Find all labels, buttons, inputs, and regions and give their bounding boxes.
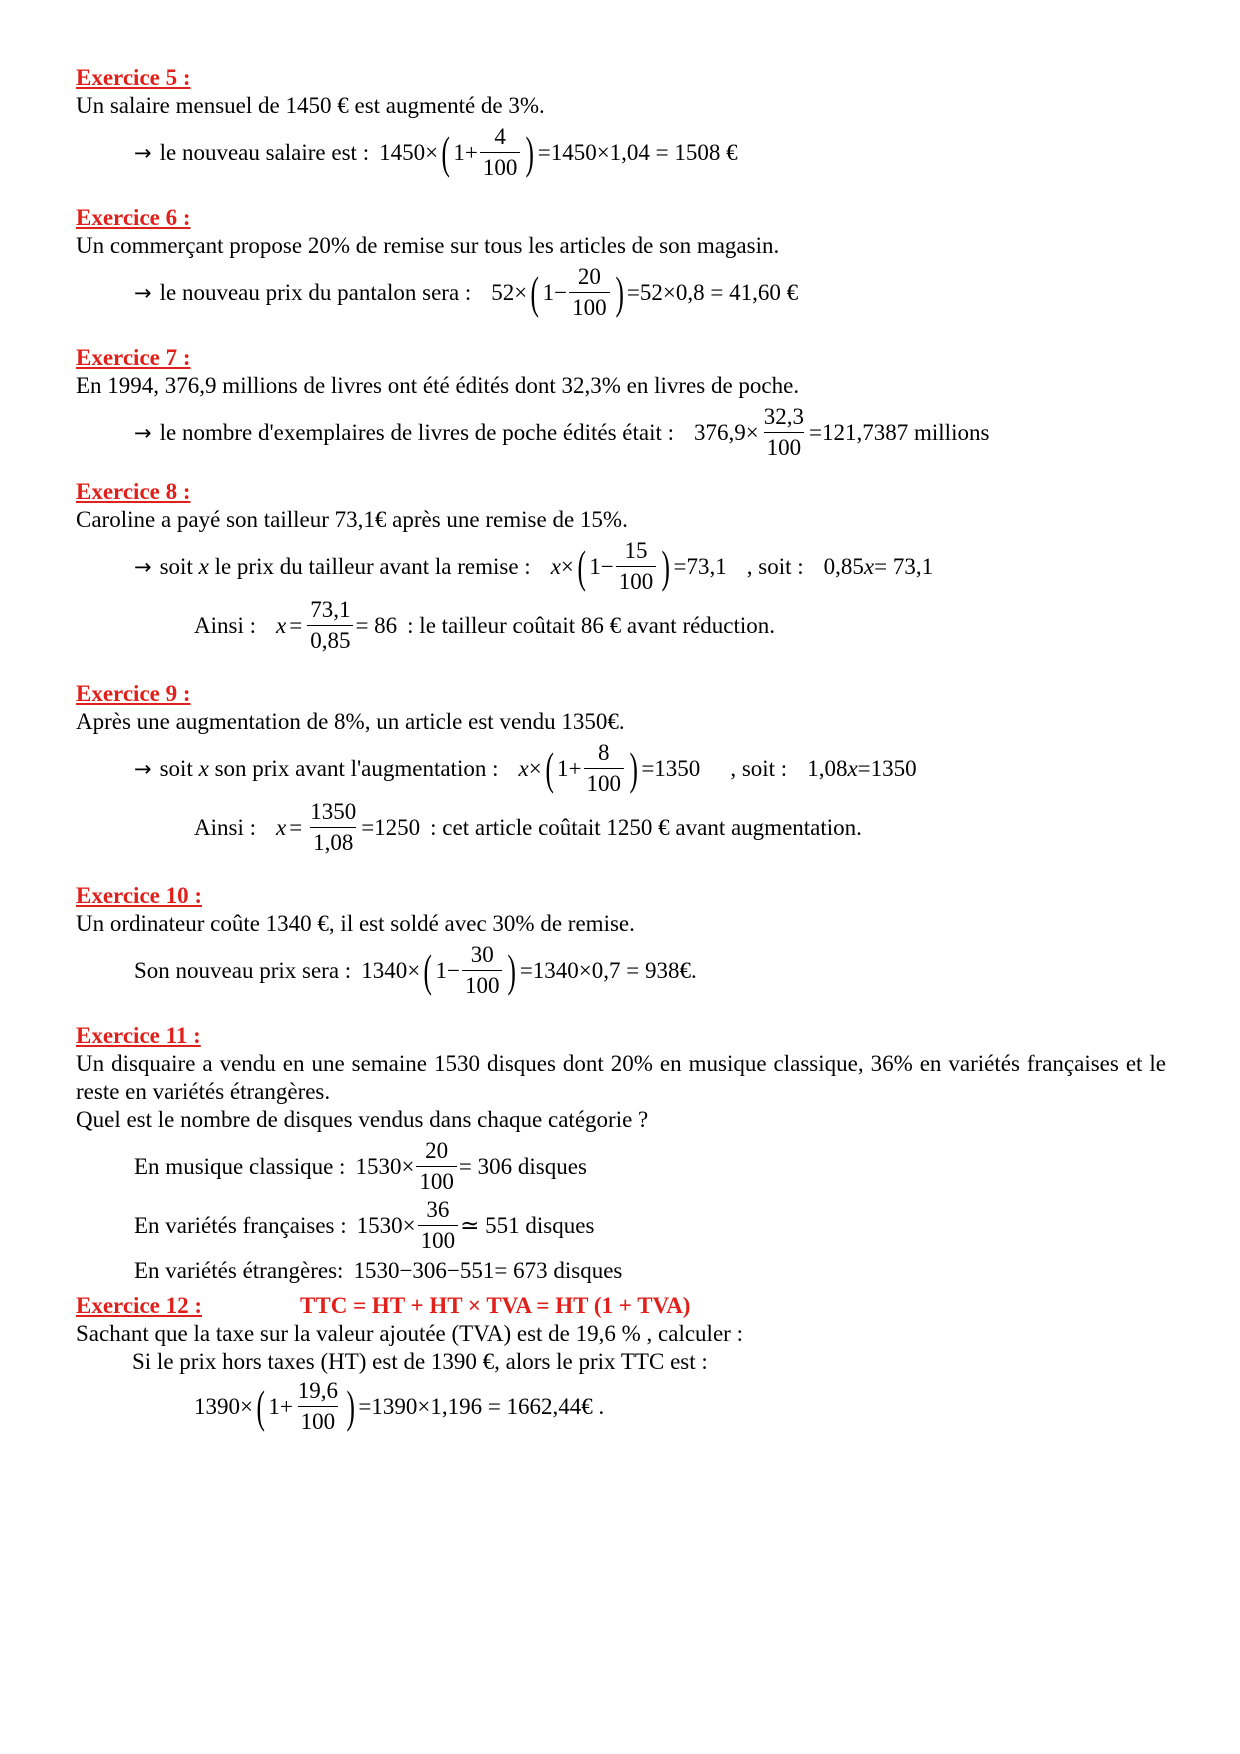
tva-formula: TTC = HT + HT × TVA = HT (1 + TVA) xyxy=(300,1293,691,1318)
numerator: 36 xyxy=(426,1197,450,1222)
exercise-title: Exercice 11 : xyxy=(76,1023,201,1048)
conclusion-text: : le tailleur coûtait 86 € avant réduction. xyxy=(407,612,776,638)
variable-x: x xyxy=(863,553,875,579)
soit-text: , soit : xyxy=(746,553,804,579)
equation-result: =1350 xyxy=(857,755,917,781)
numerator: 20 xyxy=(577,264,601,289)
denominator: 100 xyxy=(416,1166,457,1197)
factor: 1530× xyxy=(355,1153,415,1179)
result: =1340×0,7 = 938€. xyxy=(519,957,697,983)
fraction xyxy=(307,797,359,858)
numerator: 73,1 xyxy=(310,597,351,622)
solution-line xyxy=(76,262,1166,323)
factor: × xyxy=(560,553,574,579)
denominator: 100 xyxy=(418,1225,459,1256)
factor: 1450× xyxy=(379,139,439,165)
factor: 52× xyxy=(491,279,528,305)
soit-text: , soit : xyxy=(730,755,788,781)
fraction xyxy=(462,940,503,1001)
exercise-title: Exercice 7 : xyxy=(76,345,191,370)
solution-line xyxy=(76,940,1166,1001)
term: 1− xyxy=(542,279,568,305)
variable-x: x xyxy=(275,612,287,638)
statement: Un commerçant propose 20% de remise sur tous les articles de son magasin. xyxy=(76,233,780,258)
exercise-6 xyxy=(76,204,1166,344)
statement: Sachant que la taxe sur la valeur ajoutée (TVA) est de 19,6 % , calculer : xyxy=(76,1321,743,1346)
answer-label: En variétés françaises : xyxy=(134,1212,347,1238)
statement: Un ordinateur coûte 1340 €, il est soldé avec 30% de remise. xyxy=(76,911,635,936)
solution-text: son prix avant l'augmentation : xyxy=(214,755,499,781)
conclusion-text: : cet article coûtait 1250 € avant augmentation. xyxy=(430,814,862,840)
exercise-title: Exercice 8 : xyxy=(76,479,191,504)
fraction xyxy=(307,595,353,656)
statement: Après une augmentation de 8%, un article est vendu 1350€. xyxy=(76,709,625,734)
variable-x: x xyxy=(275,814,287,840)
ainsi-text: Ainsi : xyxy=(194,814,256,840)
exercise-12 xyxy=(76,1292,1166,1437)
exercise-11 xyxy=(76,1022,1166,1292)
arrow-icon: → xyxy=(134,140,152,165)
denominator: 0,85 xyxy=(307,625,353,656)
numerator: 15 xyxy=(624,538,648,563)
equation: 0,85 xyxy=(823,553,864,579)
variable-x: x xyxy=(518,755,529,781)
left-paren: ( xyxy=(530,266,540,318)
solution-text: le nombre d'exemplaires de livres de poche édités était : xyxy=(159,419,675,445)
statement: Un disquaire a vendu en une semaine 1530 disques dont 20% en musique classique, 36% en variétés françaises et le reste en variétés étrangères. xyxy=(76,1051,1166,1104)
right-paren: ) xyxy=(525,126,535,178)
left-paren: ( xyxy=(577,540,586,592)
arrow-icon: → xyxy=(134,280,152,305)
right-paren: ) xyxy=(507,944,517,996)
result: 1530−306−551= 673 disques xyxy=(353,1258,623,1283)
fraction xyxy=(416,1136,457,1197)
question: Quel est le nombre de disques vendus dans chaque catégorie ? xyxy=(76,1107,649,1132)
term: 1− xyxy=(589,553,614,579)
exercise-7 xyxy=(76,344,1166,478)
answer-line-classique xyxy=(76,1136,1166,1197)
equals: = xyxy=(289,814,303,840)
denominator: 100 xyxy=(764,432,805,463)
result: =1390×1,196 = 1662,44€ . xyxy=(358,1393,605,1419)
variable-x: x xyxy=(198,553,209,579)
result: =52×0,8 = 41,60 € xyxy=(626,279,799,305)
fraction xyxy=(569,262,610,323)
fraction xyxy=(584,738,625,799)
solution-text: soit xyxy=(159,553,193,579)
numerator: 8 xyxy=(598,740,610,765)
exercise-title: Exercice 5 : xyxy=(76,65,191,90)
solution-line xyxy=(76,402,1166,463)
exercise-title: Exercice 9 : xyxy=(76,681,191,706)
result: =121,7387 millions xyxy=(809,419,990,445)
solution-line xyxy=(76,738,1166,799)
arrow-icon: → xyxy=(134,554,152,579)
solution-line xyxy=(76,122,1166,183)
denominator: 100 xyxy=(462,970,503,1001)
solution-text: le nouveau prix du pantalon sera : xyxy=(159,279,472,305)
left-paren: ( xyxy=(441,126,450,178)
term: 1+ xyxy=(557,755,582,781)
factor: 1530× xyxy=(356,1212,416,1238)
denominator: 100 xyxy=(616,566,657,597)
fraction xyxy=(295,1376,341,1437)
term: 1− xyxy=(435,957,460,983)
numerator: 32,3 xyxy=(763,404,805,429)
fraction xyxy=(418,1195,459,1256)
numerator: 19,6 xyxy=(297,1378,339,1403)
exercise-9 xyxy=(76,680,1166,882)
left-paren: ( xyxy=(256,1380,265,1432)
numerator: 4 xyxy=(494,124,506,149)
denominator: 100 xyxy=(584,768,625,799)
term: 1+ xyxy=(268,1393,293,1419)
exercise-10 xyxy=(76,882,1166,1022)
solution-text: Son nouveau prix sera : xyxy=(134,957,352,983)
page xyxy=(76,64,1166,1437)
left-paren: ( xyxy=(545,742,554,794)
variable-x: x xyxy=(847,755,858,781)
factor: × xyxy=(528,755,542,781)
ainsi-text: Ainsi : xyxy=(194,612,256,638)
exercise-title: Exercice 6 : xyxy=(76,205,191,230)
numerator: 30 xyxy=(470,942,494,967)
exercise-title: Exercice 10 : xyxy=(76,883,203,908)
factor: 1390× xyxy=(194,1393,253,1419)
solution-line xyxy=(76,1376,1166,1437)
fraction xyxy=(616,536,657,597)
result: =1450×1,04 = 1508 € xyxy=(537,139,738,165)
arrow-icon: → xyxy=(134,756,152,781)
solution-text: le nouveau salaire est : xyxy=(159,139,370,165)
equals: = xyxy=(289,612,303,638)
equation-result: = 73,1 xyxy=(874,553,934,579)
fraction xyxy=(480,122,521,183)
numerator: 20 xyxy=(425,1138,449,1163)
variable-x: x xyxy=(550,553,561,579)
answer-line-francaises xyxy=(76,1195,1166,1256)
exercise-8 xyxy=(76,478,1166,680)
factor: 1340× xyxy=(361,957,421,983)
solution-line xyxy=(76,536,1166,597)
factor: 376,9× xyxy=(694,419,759,445)
right-paren: ) xyxy=(629,742,638,794)
statement: Caroline a payé son tailleur 73,1€ après une remise de 15%. xyxy=(76,507,628,532)
result: =1250 xyxy=(361,814,421,840)
solution-text: le prix du tailleur avant la remise : xyxy=(214,553,531,579)
denominator: 1,08 xyxy=(310,827,356,858)
answer-label: En variétés étrangères: xyxy=(134,1258,344,1283)
title-row xyxy=(76,1292,1166,1320)
right-paren: ) xyxy=(615,266,624,318)
solution-text: soit xyxy=(159,755,193,781)
denominator: 100 xyxy=(298,1406,339,1437)
equation: 1,08 xyxy=(807,755,848,781)
result: ≃ 551 disques xyxy=(460,1212,595,1238)
exercise-5 xyxy=(76,64,1166,204)
fraction xyxy=(761,402,807,463)
instruction: Si le prix hors taxes (HT) est de 1390 €, alors le prix TTC est : xyxy=(132,1349,708,1374)
denominator: 100 xyxy=(480,152,521,183)
exercise-title: Exercice 12 : xyxy=(76,1293,203,1318)
left-paren: ( xyxy=(423,944,433,996)
term: 1+ xyxy=(453,139,478,165)
answer-line-etrangeres xyxy=(76,1258,1166,1284)
numerator: 1350 xyxy=(310,799,357,824)
result: =1350 xyxy=(641,755,701,781)
answer-label: En musique classique : xyxy=(134,1153,346,1179)
conclusion-line xyxy=(76,595,1166,656)
conclusion-line xyxy=(76,797,1166,858)
denominator: 100 xyxy=(569,292,610,323)
arrow-icon: → xyxy=(134,420,152,445)
right-paren: ) xyxy=(661,540,671,592)
result: = 86 xyxy=(355,612,398,638)
result: =73,1 xyxy=(673,553,727,579)
right-paren: ) xyxy=(346,1380,355,1432)
statement: Un salaire mensuel de 1450 € est augmenté de 3%. xyxy=(76,93,545,118)
result: = 306 disques xyxy=(458,1153,587,1179)
statement: En 1994, 376,9 millions de livres ont été édités dont 32,3% en livres de poche. xyxy=(76,373,800,398)
variable-x: x xyxy=(198,755,209,781)
